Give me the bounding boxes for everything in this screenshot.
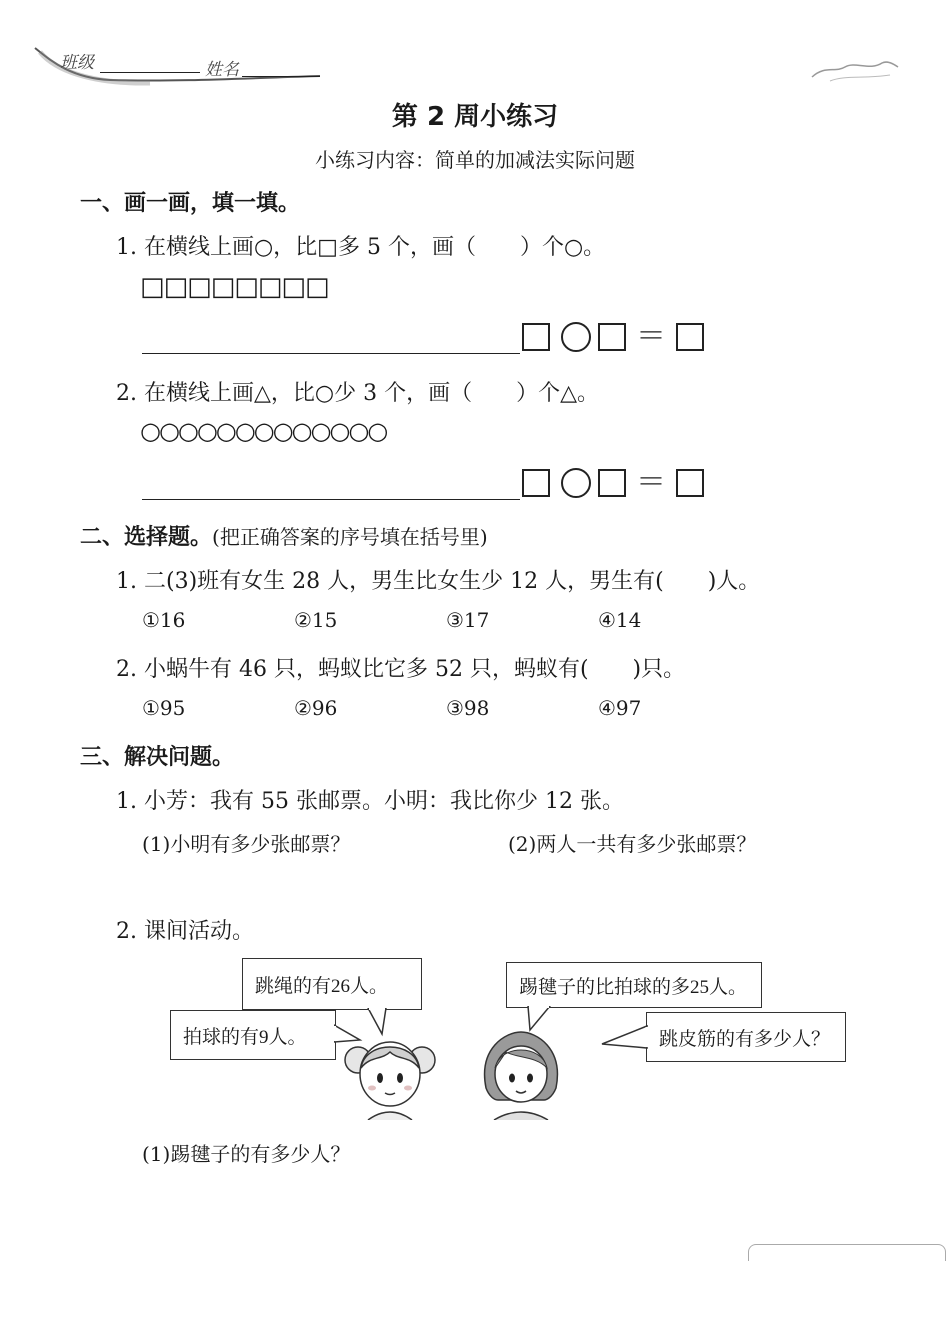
bubble-tail-4 (600, 1022, 648, 1052)
page-corner-decoration (748, 1244, 946, 1261)
s1-q2-equals: ＝ (636, 465, 666, 500)
s2-q2-option-1[interactable]: ①95 (142, 696, 186, 720)
mountain-cloud-decoration (810, 55, 900, 85)
s3-q2-sub1: (1)踢毽子的有多少人？ (142, 1142, 351, 1166)
s2-q1-option-4[interactable]: ④14 (598, 608, 642, 632)
s1-q1-eq-circle[interactable] (561, 322, 591, 352)
s1-q2-text: 2. 在横线上画△，比○少 3 个，画（ ）个△。 (116, 381, 600, 406)
s3-q1-text: 1. 小芳：我有 55 张邮票。小明：我比你少 12 张。 (116, 789, 624, 814)
section2-heading: 二、选择题。 (80, 525, 213, 550)
name-label: 姓名 (205, 60, 239, 80)
s3-q2-text: 2. 课间活动。 (116, 919, 254, 944)
s1-q2-eq-box-1[interactable] (522, 469, 550, 497)
s2-q1-option-3[interactable]: ③17 (446, 608, 490, 632)
name-blank-line (242, 76, 320, 77)
section3-heading: 三、解决问题。 (80, 745, 235, 770)
s1-q1-equals: ＝ (636, 319, 666, 354)
page-subtitle: 小练习内容：简单的加减法实际问题 (315, 148, 635, 172)
girl-with-pigtails-illustration (340, 1030, 440, 1120)
bubble-pat-ball: 拍球的有9人。 (170, 1010, 336, 1060)
s3-q1-sub2: (2)两人一共有多少张邮票？ (508, 832, 757, 856)
page-title: 第 2 周小练习 (391, 102, 559, 132)
bubble-jump-rope: 跳绳的有26人。 (242, 958, 422, 1010)
s1-q1-eq-box-1[interactable] (522, 323, 550, 351)
class-label: 班级 (60, 53, 94, 73)
s2-q2-option-3[interactable]: ③98 (446, 696, 490, 720)
class-blank-line (100, 72, 200, 73)
bubble-rubber-band: 跳皮筋的有多少人？ (646, 1012, 846, 1062)
s1-q1-eq-box-3[interactable] (676, 323, 704, 351)
s2-q1-option-2[interactable]: ②15 (294, 608, 338, 632)
s2-q2-text: 2. 小蜗牛有 46 只，蚂蚁比它多 52 只，蚂蚁有( )只。 (116, 657, 686, 682)
bubble-shuttlecock: 踢毽子的比拍球的多25人。 (506, 962, 762, 1008)
s1-q2-eq-box-3[interactable] (676, 469, 704, 497)
section2-heading-note: (把正确答案的序号填在括号里) (212, 525, 488, 549)
s1-q2-answer-line[interactable] (142, 499, 520, 500)
s1-q1-text: 1. 在横线上画○，比□多 5 个，画（ ）个○。 (116, 235, 606, 260)
s2-q2-option-4[interactable]: ④97 (598, 696, 642, 720)
girl-with-short-hair-illustration (476, 1028, 566, 1120)
s1-q2-eq-circle[interactable] (561, 468, 591, 498)
s1-q2-circles: ○○○○○○○○○○○○○ (140, 417, 387, 445)
s2-q2-option-2[interactable]: ②96 (294, 696, 338, 720)
s1-q1-squares: □□□□□□□□ (140, 272, 329, 302)
section2-heading-row (80, 520, 488, 551)
section1-heading: 一、画一画，填一填。 (80, 191, 301, 216)
s1-q2-eq-box-2[interactable] (598, 469, 626, 497)
s1-q1-eq-box-2[interactable] (598, 323, 626, 351)
s3-q1-sub1: (1)小明有多少张邮票？ (142, 832, 351, 856)
s1-q1-answer-line[interactable] (142, 353, 520, 354)
s2-q1-option-1[interactable]: ①16 (142, 608, 186, 632)
s2-q1-text: 1. 二(3)班有女生 28 人，男生比女生少 12 人，男生有( )人。 (116, 569, 761, 594)
